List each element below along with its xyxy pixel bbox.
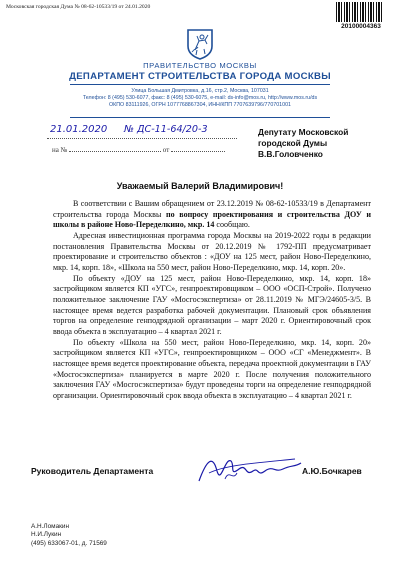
paragraph-text: В соответствии с Вашим обращением от 23.12.2019 № 08-62-10533/19 в Департамент строительства города Москвы	[53, 199, 371, 219]
moscow-coat-of-arms-icon	[185, 28, 215, 60]
salutation: Уважаемый Валерий Владимирович!	[116, 181, 284, 191]
reference-number-label: на №	[52, 146, 68, 154]
recipient-name: В.В.Головченко	[258, 149, 323, 160]
paragraph: По объекту «Школа на 550 мест, район Ново-Переделкино, мкр. 14, корп. 20» застройщиком является КП «УГС», генпроектировщиком – ООО «СГ «Менеджмент». В настоящее время ведется проектирование объекта, передача проектной документации в ГАУ «Мосгосэкспертиза» планируется в марте 2020 г. После получения положительного заключения ГАУ «Мосгосэкспертиза» будут проведены торги на определение генподрядной организации. Ориентировочный срок ввода объекта в эксплуатацию – 4 квартал 2021 г.	[53, 337, 371, 400]
paragraph-subject: по вопросу проектирования и строительства ДОУ и школы в районе Ново-Переделкино, мкр. 14	[53, 209, 371, 230]
letter-body	[53, 199, 371, 401]
executor-name: А.Н.Ломакин	[31, 523, 70, 530]
reference-line	[52, 146, 225, 154]
outgoing-underline	[47, 138, 237, 139]
recipient-line: Депутату Московской	[258, 127, 349, 137]
barcode	[336, 2, 384, 22]
executor-name: Н.И.Лукин	[31, 531, 62, 539]
reference-date-label: от	[162, 146, 170, 154]
recipient-line: городской Думы	[258, 138, 328, 149]
reference-number-field	[69, 151, 161, 152]
reference-date-field	[171, 151, 225, 152]
signatory-title: Руководитель Департамента	[31, 466, 154, 476]
paragraph: Адресная инвестиционная программа города Москвы на 2019-2022 годы в редакции постановления Правительства Москвы от 20.12.2019 № 1792-ПП предусматривает проектирование и строительство объектов : «ДОУ на 125 мест, район Ново-Переделкино, мкр. 14, корп. 18», «Школа на 550 мест, район Ново-Переделкино, мкр. 14, корп. 20».	[53, 230, 371, 272]
paragraph	[53, 199, 371, 231]
department-title: ДЕПАРТАМЕНТ СТРОИТЕЛЬСТВА ГОРОДА МОСКВЫ	[69, 71, 331, 82]
outgoing-number: № ДС-11-64/20-3	[124, 124, 208, 135]
registration-stamp-line: Московская городская Дума № 08-62-10533/19 от 24.01.2020	[6, 4, 151, 10]
executors-block	[31, 523, 107, 548]
barcode-number: 20100004363	[341, 23, 381, 30]
letterhead-divider-bottom	[70, 117, 330, 118]
department-address	[0, 88, 400, 109]
executor-phone: (495) 633067-01, д. 71569	[31, 539, 107, 547]
address-line: Улица Большая Дмитровка, д.16, стр.2, Москва, 107031	[131, 88, 269, 94]
requisites-line: ОКПО 83111926, ОГРН 1077768867304, ИНН/КПП 7707639796/770701001	[109, 102, 291, 108]
recipient-block	[258, 127, 398, 161]
government-title: ПРАВИТЕЛЬСТВО МОСКВЫ	[143, 61, 257, 70]
contact-line: Телефон: 8 (495) 530-6077, факс: 8 (495) 530-6075, e-mail: ds-info@mos.ru, http://www.mos.ru/ds	[82, 95, 318, 101]
paragraph: По объекту «ДОУ на 125 мест, район Ново-Переделкино, мкр. 14, корп. 18» застройщиком является КП «УГС», генпроектировщиком – ООО «ОСП-Строй». Получено положительное заключение ГАУ «Мосгосэкспертиза» от 28.11.2019 № МГЭ/24605-3/5. В настоящее время ведется разработка рабочей документации. Плановый срок объявления торгов на определение генподрядной организации – март 2020 г. Ориентировочный срок ввода объекта в эксплуатацию – 4 квартал 2021 г.	[53, 273, 371, 336]
signatory-name: А.Ю.Бочкарев	[302, 466, 362, 476]
handwritten-signature	[195, 451, 305, 487]
paragraph-text: сообщаю.	[214, 220, 250, 230]
outgoing-date: 21.01.2020	[50, 124, 108, 135]
letterhead-divider	[70, 84, 330, 85]
